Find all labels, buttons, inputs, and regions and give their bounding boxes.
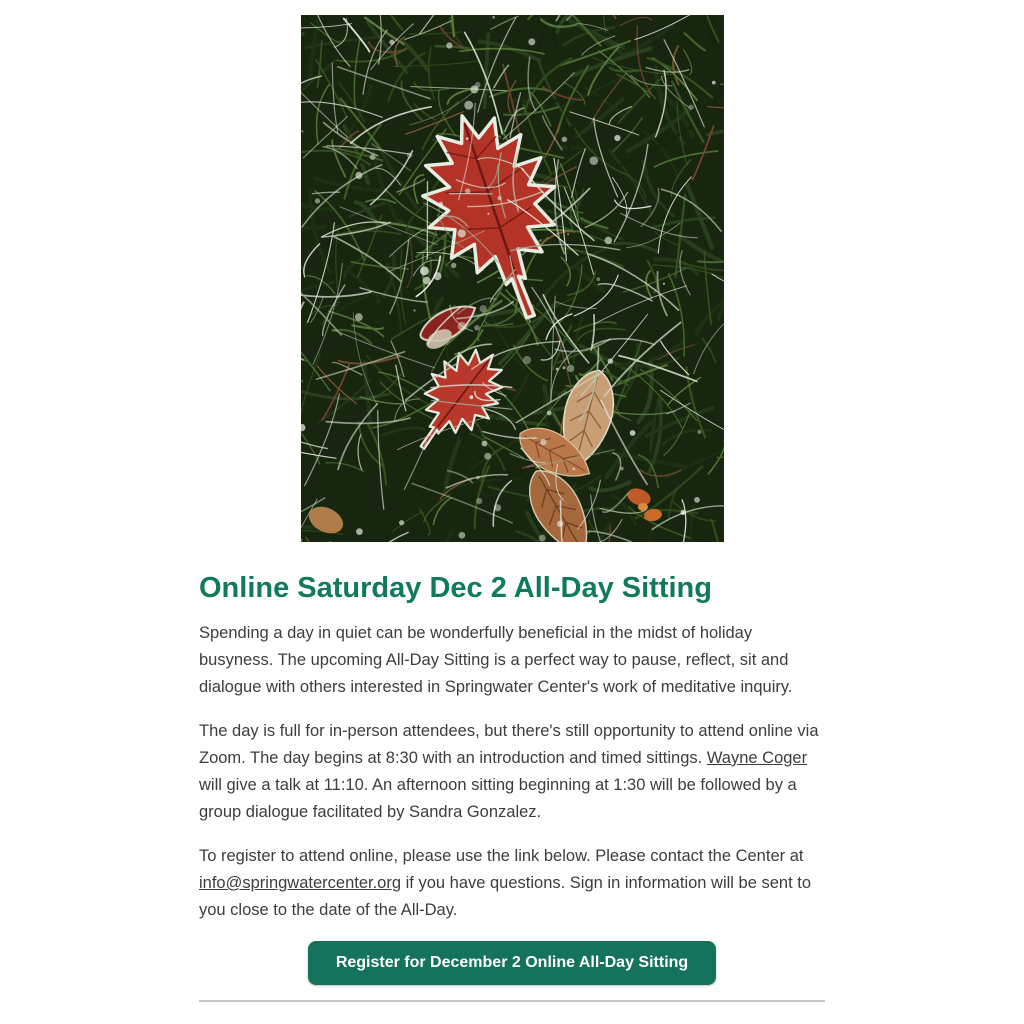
page-title: Online Saturday Dec 2 All-Day Sitting — [199, 572, 712, 604]
body-copy — [199, 620, 825, 924]
inline-link[interactable]: info@springwatercenter.org — [199, 873, 402, 892]
body-paragraph: Spending a day in quiet can be wonderfully beneficial in the midst of holiday busyness. The upcoming All-Day Sitting is a perfect way to pause, reflect, sit and dialogue with others interested in Springwater Center's work of meditative inquiry. — [199, 623, 793, 696]
register-button[interactable]: Register for December 2 Online All-Day Sitting — [308, 941, 716, 985]
body-paragraph: To register to attend online, please use the link below. Please contact the Center at info@springwatercenter.org if you have questions. Sign in information will be sent to you close to the date of the All-Day. — [199, 846, 812, 919]
body-paragraph: The day is full for in-person attendees, but there's still opportunity to attend online via Zoom. The day begins at 8:30 with an introduction and timed sittings. Wayne Coger will give a talk at 11:10. An afternoon sitting beginning at 1:30 will be followed by a group dialogue facilitated by Sandra Gonzalez. — [199, 721, 819, 821]
cta-row — [199, 941, 825, 985]
inline-link[interactable]: Wayne Coger — [706, 748, 808, 767]
section-divider — [199, 1000, 825, 1002]
hero-image — [301, 15, 724, 542]
email-body — [199, 0, 825, 1002]
